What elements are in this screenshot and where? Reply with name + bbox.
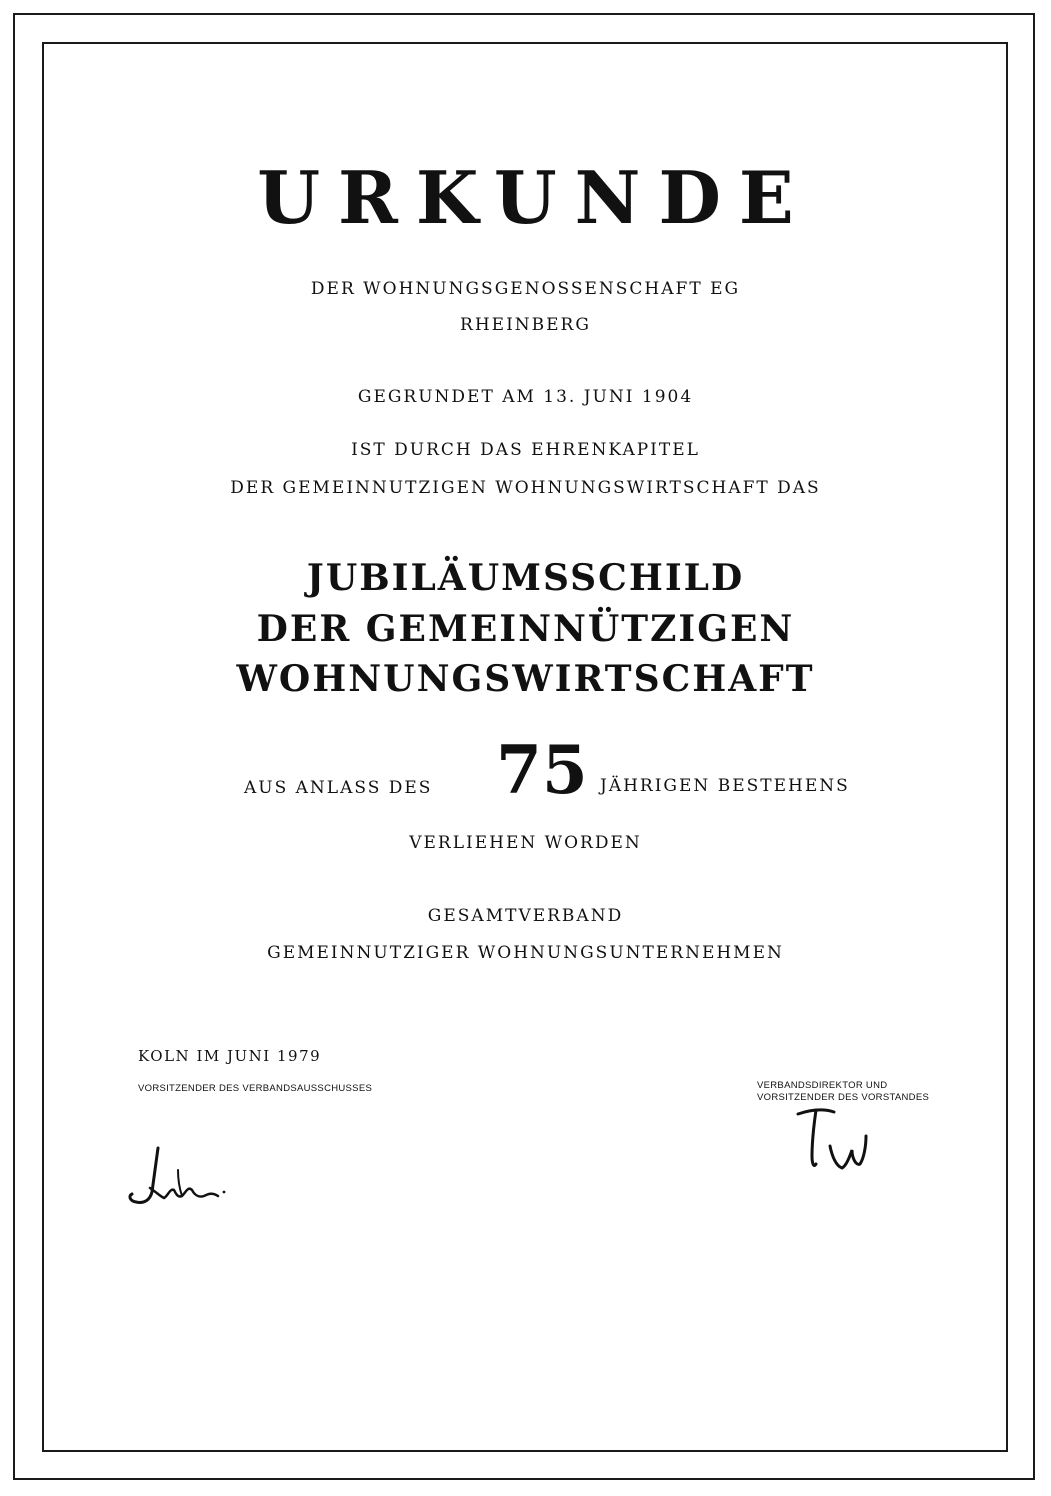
award-line-2: DER GEMEINNÜTZIGEN [256,608,795,650]
org-line-2: RHEINBERG [460,315,591,335]
signature-right-icon [790,1100,880,1180]
signer-right-title-1: VERBANDSDIREKTOR UND [757,1080,888,1091]
conferred-text: VERLIEHEN WORDEN [409,833,642,853]
signer-right-title-2: VORSITZENDER DES VORSTANDES [757,1092,930,1103]
intro-line-2: DER GEMEINNUTZIGEN WOHNUNGSWIRTSCHAFT DAS [230,478,821,498]
signature-left-icon [120,1140,240,1220]
certificate-title: URKUNDE [257,155,812,240]
founded-date: GEGRUNDET AM 13. JUNI 1904 [357,387,694,407]
issuer-line-2: GEMEINNUTZIGER WOHNUNGSUNTERNEHMEN [267,943,784,963]
award-line-1: JUBILÄUMSSCHILD [306,557,745,599]
occasion-prefix: AUS ANLASS DES [244,778,433,798]
place-and-date: KOLN IM JUNI 1979 [138,1047,322,1065]
occasion-suffix: JÄHRIGEN BESTEHENS [600,776,850,796]
intro-line-1: IST DURCH DAS EHRENKAPITEL [351,440,700,460]
award-line-3: WOHNUNGSWIRTSCHAFT [236,658,815,700]
signer-left-title: VORSITZENDER DES VERBANDSAUSSCHUSSES [138,1083,373,1094]
issuer-line-1: GESAMTVERBAND [427,906,624,926]
anniversary-number: 75 [496,731,588,809]
org-line-1: DER WOHNUNGSGENOSSENSCHAFT EG [310,279,741,299]
